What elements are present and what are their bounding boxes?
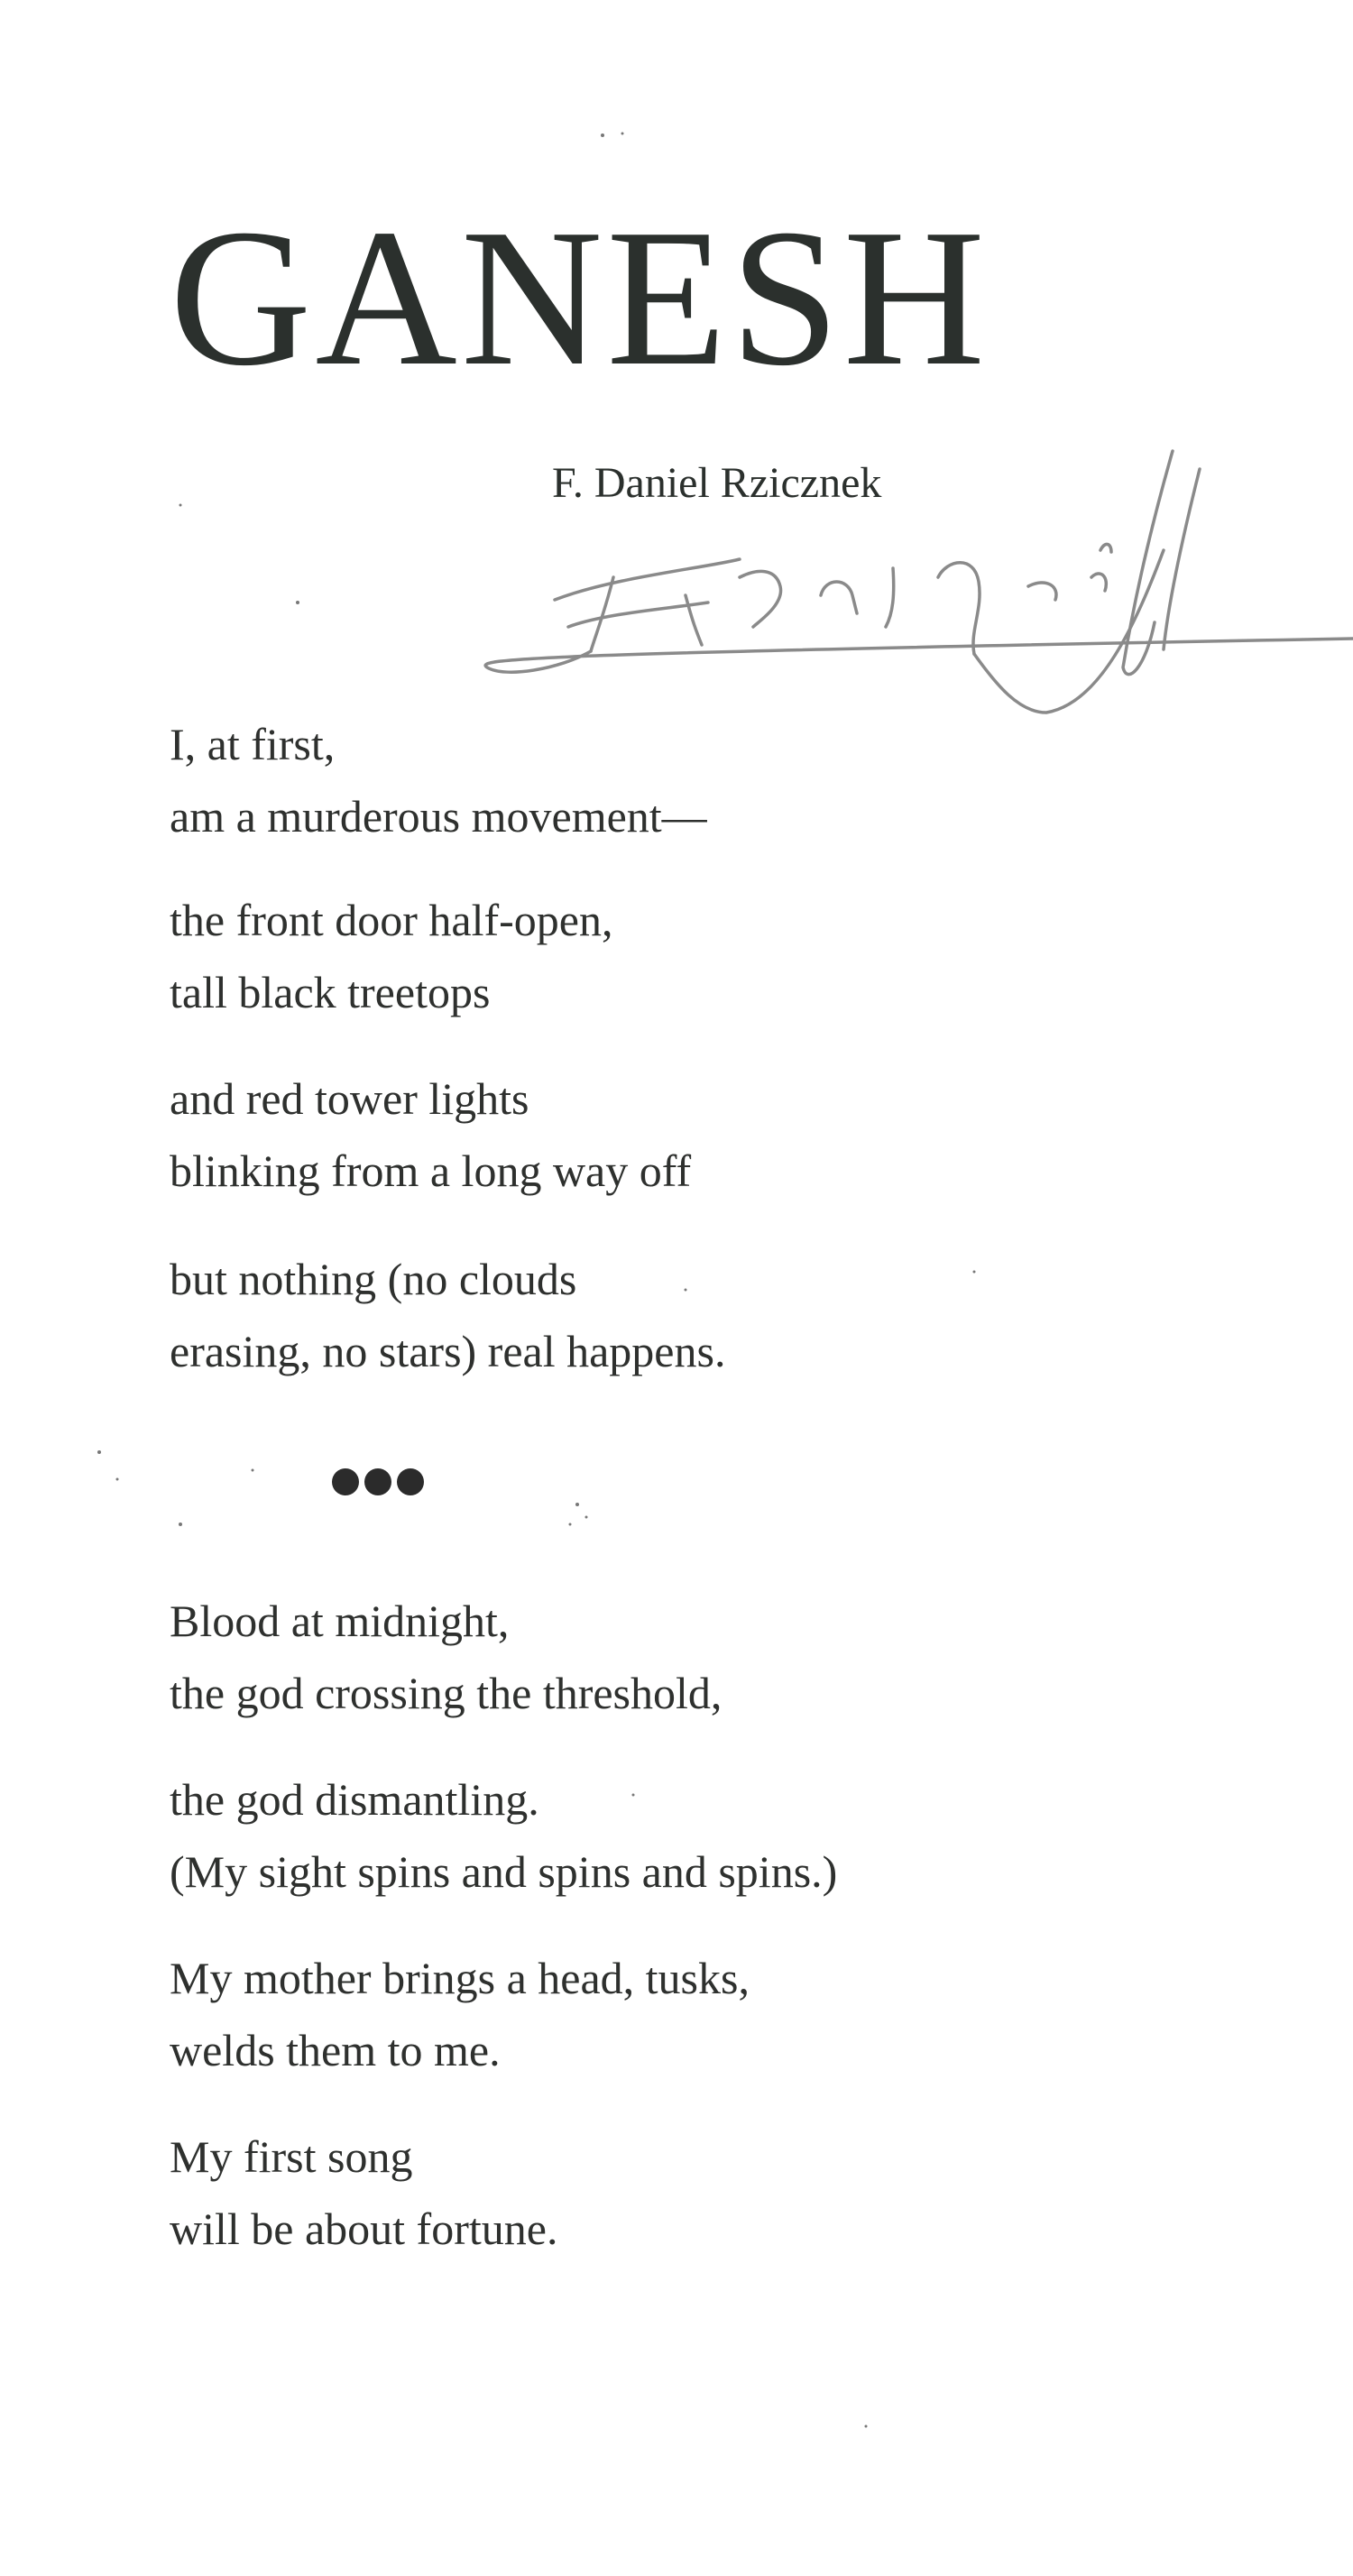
stanza-line: My first song	[170, 2131, 413, 2182]
divider-dot	[364, 1468, 391, 1495]
stanza-1	[170, 708, 707, 852]
stanza-2	[170, 884, 613, 1028]
stanza-line: I, at first,	[170, 719, 336, 769]
divider-dot	[397, 1468, 424, 1495]
stanza-7	[170, 1942, 750, 2086]
stanza-8	[170, 2121, 557, 2265]
stanza-line: My mother brings a head, tusks,	[170, 1953, 750, 2003]
stanza-line: (My sight spins and spins and spins.)	[170, 1846, 838, 1897]
stanza-6	[170, 1763, 837, 1908]
stanza-line: the front door half-open,	[170, 895, 613, 945]
stanza-line: and red tower lights	[170, 1073, 529, 1124]
stanza-line: erasing, no stars) real happens.	[170, 1326, 726, 1376]
stanza-line: Blood at midnight,	[170, 1596, 510, 1646]
stanza-line: am a murderous movement—	[170, 791, 707, 842]
stanza-3	[170, 1063, 691, 1207]
stanza-line: tall black treetops	[170, 967, 491, 1017]
section-divider	[332, 1468, 424, 1495]
stanza-line: welds them to me.	[170, 2025, 501, 2075]
stanza-4	[170, 1243, 725, 1387]
poem-title: GANESH	[170, 189, 989, 407]
stanza-line: will be about fortune.	[170, 2203, 558, 2254]
stanza-line: blinking from a long way off	[170, 1145, 692, 1196]
author-name: F. Daniel Rzicznek	[552, 459, 882, 507]
stanza-line: the god dismantling.	[170, 1774, 539, 1825]
stanza-line: but nothing (no clouds	[170, 1254, 577, 1304]
stanza-line: the god crossing the threshold,	[170, 1668, 723, 1718]
stanza-5	[170, 1585, 722, 1729]
divider-dot	[332, 1468, 359, 1495]
